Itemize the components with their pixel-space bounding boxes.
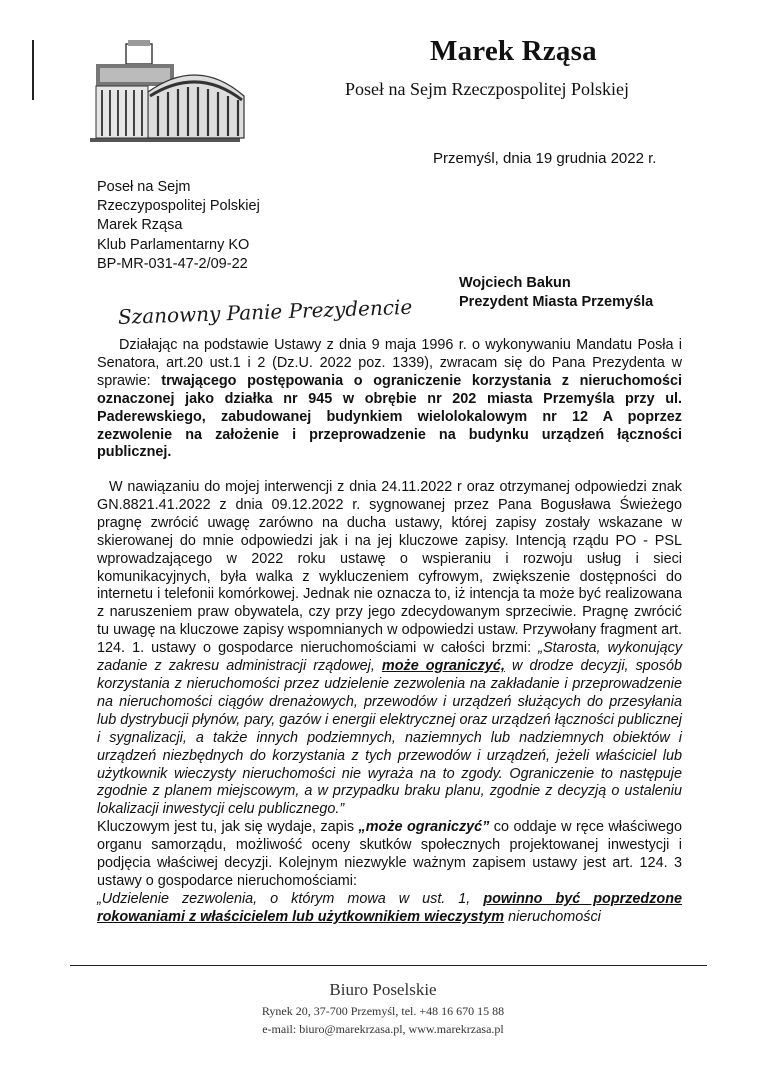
- sender-line: Poseł na Sejm: [97, 179, 191, 195]
- body-paragraph-1: [97, 337, 682, 462]
- header-subtitle: Poseł na Sejm Rzeczpospolitej Polskiej: [345, 79, 629, 99]
- quote-emphasis: może ograniczyć,: [381, 658, 505, 675]
- sender-line: Klub Parlamentarny KO: [97, 236, 250, 253]
- footer-contact: e-mail: biuro@marekrzasa.pl, www.marekrzasa.pl: [262, 1022, 504, 1036]
- quote-text: w drodze decyzji, sposób korzystania z nieruchomości przez udzielenie zezwolenia na zakładanie i przeprowadzenie na nieruchomości ciągów drenażowych, przewodów i urządzeń służących do przesyłania lub dystrybucji płynów, pary, gazów i energii elektrycznej oraz urządzeń łączności publicznej i sygnalizacji, a także innych podziemnych, naziemnych lub nadziemnych obiektów i urządzeń niezbędnych do korzystania z tych przewodów i urządzeń, jeżeli właściciel lub użytkownik wieczysty nieruchomości nie wyraża na to zgody. Ograniczenie to następuje zgodnie z planem miejscowym, a w przypadku braku planu, zgodnie z decyzją o ustaleniu lokalizacji inwestycji celu publicznego.”: [97, 658, 682, 818]
- quote-text: nieruchomości: [504, 908, 601, 925]
- footer-address: Rynek 20, 37-700 Przemyśl, tel. +48 16 670 15 88: [261, 1004, 505, 1018]
- sender-line: Marek Rząsa: [97, 217, 183, 234]
- letter-date: Przemyśl, dnia 19 grudnia 2022 r.: [433, 150, 657, 167]
- body-text: W nawiązaniu do mojej interwencji z dnia 24.11.2022 r oraz otrzymanej odpowiedzi znak GN.8821.41.2022 z dnia 09.12.2022 r. sygnowanej przez Pana Bogusława Świeżego pragnę zwrócić uwagę zarówno na ducha ustawy, której zapisy zostały wskazane w skierowanej do mnie odpowiedzi jak i na jej kluczowe zapisy. Intencją rządu PO - PSL wprowadzającego w 2022 roku ustawę o wspieraniu i rozwoju usług i sieci komunikacyjnych, była walka z wykluczeniem cyfrowym, zwiększenie dostępności do internetu i telefonii komórkowej. Jednak nie oznacza to, iż intencja ta może być realizowana z naruszeniem praw obywatela, czy przy jego zdecydowanym sprzeciwie. Pragnę zwrócić tu uwagę na kluczowe zapisy wspomnianych w odpowiedzi ustaw. Przywołany fragment art. 124. 1. ustawy o gospodarce nieruchomościami w całości brzmi:: [97, 479, 682, 657]
- quote-text: „Udzielenie zezwolenia, o którym mowa w ust. 1,: [97, 890, 484, 907]
- quote-text: „Starosta, wykonujący zadanie z zakresu administracji rządowej,: [97, 640, 683, 675]
- body-text: co oddaje w ręce właściwego organu samorządu, możliwość oceny skutków społecznych projektowanej inwestycji i podjęcia właściwej decyzji. Kolejnym niezwykle ważnym zapisem ustawy jest art. 124. 3 ustawy o gospodarce nieruchomościami:: [97, 819, 682, 889]
- handwritten-salutation: Szanowny Panie Prezydencie: [117, 294, 413, 329]
- recipient-block: [459, 274, 653, 312]
- body-text-emphasis: „może ograniczyć”: [358, 819, 490, 836]
- body-text: Działając na podstawie Ustawy z dnia 9 maja 1996 r. o wykonywaniu Mandatu Posła i Senatora, art.20 ust.1 i 2 (Dz.U. 2022 poz. 1339), zwracam się do Pana Prezydenta w sprawie:: [97, 337, 682, 389]
- footer-title: Biuro Poselskie: [329, 980, 437, 999]
- sender-block: [97, 178, 260, 274]
- sejm-building-logo: [88, 38, 246, 146]
- body-text-bold: trwającego postępowania o ograniczenie korzystania z nieruchomości oznaczonej jako działka nr 945 w obrębie nr 202 miasta Przemyśla przy ul. Paderewskiego, zabudowanej budynkiem wielolokalowym nr 12 A poprzez zezwolenie na założenie i przeprowadzenie na budynku urządzeń łączności publicznej.: [97, 372, 682, 461]
- recipient-name: Wojciech Bakun: [459, 275, 571, 291]
- quote-emphasis: powinno być poprzedzone rokowaniami z właścicielem lub użytkownikiem wieczystym: [97, 890, 682, 925]
- recipient-title: Prezydent Miasta Przemyśla: [459, 294, 654, 310]
- header-name: Marek Rząsa: [430, 35, 597, 67]
- body-paragraph-2: [97, 479, 682, 927]
- body-text: Kluczowym jest tu, jak się wydaje, zapis: [97, 819, 359, 836]
- sender-line: Rzeczypospolitej Polskiej: [97, 198, 260, 215]
- footer-divider: [70, 965, 707, 966]
- margin-line: [32, 40, 34, 100]
- sender-reference-number: BP-MR-031-47-2/09-22: [97, 255, 248, 272]
